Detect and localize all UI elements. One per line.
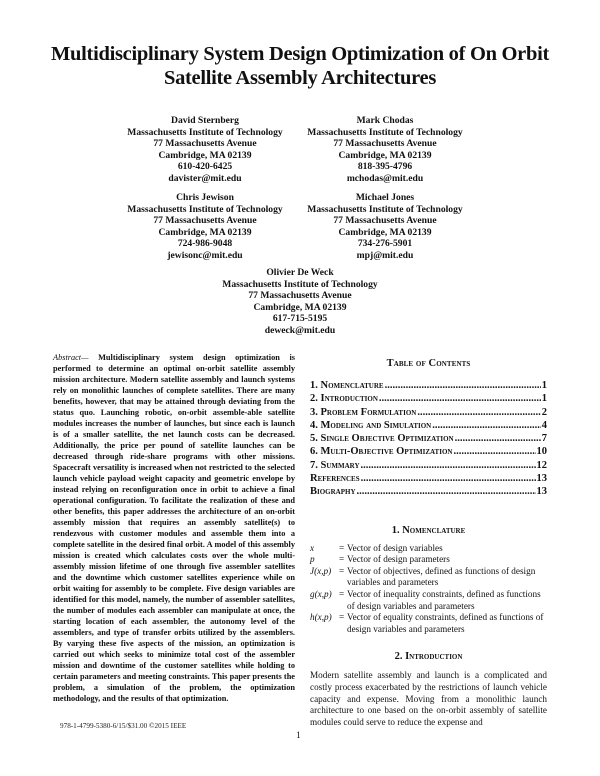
author-email: deweck@mit.edu — [264, 324, 336, 336]
toc-leader — [417, 406, 540, 419]
toc-label: 6. Multi-Objective Optimization — [310, 446, 453, 458]
author-block-jones — [285, 192, 485, 262]
author-street: 77 Massachusetts Avenue — [333, 215, 437, 227]
nomenclature-equals: = — [339, 542, 345, 553]
abstract-column — [53, 352, 295, 704]
toc-leader — [432, 419, 541, 432]
toc-page: 12 — [536, 459, 547, 471]
nomenclature-equals: = — [339, 554, 345, 565]
toc-page: 1 — [541, 380, 547, 391]
author-block-sternberg — [105, 115, 305, 185]
introduction-text: Modern satellite assembly and launch is a complicated and costly process exacerbated by the restrictions of launch vehicle capacity and expense. Moving from a monolithic launch architecture to one based on the on-orbit assembly of satellite modules could serve to reduce the expense and — [310, 670, 547, 727]
author-phone: 734-276-5901 — [357, 238, 413, 250]
author-affiliation: Massachusetts Institute of Technology — [127, 203, 283, 215]
toc-page: 4 — [541, 419, 547, 431]
nomenclature-symbol: x — [310, 542, 315, 553]
toc-label: 3. Problem Formulation — [310, 406, 417, 418]
nomenclature-definition: Vector of inequality constraints, defined as functions of design variables and parameters — [347, 589, 541, 611]
author-phone: 724-986-9048 — [177, 238, 233, 250]
author-city: Cambridge, MA 02139 — [158, 149, 252, 161]
toc-label: 7. Summary — [310, 459, 360, 471]
toc-leader — [379, 392, 541, 405]
author-city: Cambridge, MA 02139 — [158, 226, 252, 238]
nomenclature-item — [310, 543, 547, 555]
abstract — [53, 352, 295, 704]
toc-leader — [361, 459, 536, 472]
author-email: mchodas@mit.edu — [346, 172, 424, 184]
page-number: 1 — [296, 731, 301, 741]
toc-label: 1. Nomenclature — [310, 380, 384, 391]
author-city: Cambridge, MA 02139 — [253, 301, 347, 313]
nomenclature-definition: Vector of equality constraints, defined as functions of design variables and parameters — [347, 612, 544, 634]
toc-leader — [357, 485, 536, 498]
paper-title — [0, 42, 600, 90]
toc-entry-single-objective[interactable] — [310, 432, 547, 445]
author-block-deweck — [200, 267, 400, 337]
toc-entry-multi-objective[interactable] — [310, 445, 547, 458]
author-name: Mark Chodas — [356, 115, 414, 126]
nomenclature-definition: Vector of design parameters — [347, 554, 450, 565]
toc-entry-biography[interactable] — [310, 485, 547, 498]
table-of-contents — [310, 379, 547, 499]
title-line-1: Multidisciplinary System Design Optimization of On Orbit — [51, 43, 549, 65]
nomenclature-equals: = — [339, 589, 345, 600]
author-email: mpj@mit.edu — [356, 249, 414, 261]
abstract-text: Multidisciplinary system design optimization is performed to determine an optimal on-orbit satellite assembly mission architecture. Modern satellite assembly and launch systems rely on monolithic launches of complete satellites. There are many benefits, however, that may be attained through deviating from the status quo. Launching robotic, on-orbit assemble-able satellite modules increases the number of launches, but since each is launch is of a smaller satellite, the net launch costs can be decreased. Additionally, the price per pound of satellite launches can be decreased through ride-share programs with other missions. Spacecraft versatility is increased when not restricted to the selected launch vehicle payload weight capacity and geometric envelope by instead relying on reconfiguration once in orbit to achieve a final operational configuration. To facilitate the realization of these and other benefits, this paper addresses the architecture of an on-orbit assembly mission that requires an assembly satellite(s) to rendezvous with customer modules and assemble them into a complete satellite in the desired final orbit. A model of this assembly mission is created which calculates costs over the whole multi-assembly mission lifetime of one through five assembler satellites and the downtime which customer satellites experience while on orbit waiting for assembly to be complete. Five design variables are identified for this model, namely, the number of assembler satellites, the number of modules each assembler can manipulate at once, the starting location of each assembler, the autonomy level of the assemblers, and type of transfer orbits utilized by the assemblers. By varying these five aspects of the mission, an optimization is carried out which seeks to minimize total cost of the assembler mission and downtime of the customer satellites while holding to certain parameters and meeting constraints. This paper presents the problem, a simulation of the problem, the optimization methodology, and the results of that optimization. — [53, 353, 295, 703]
author-name: Chris Jewison — [176, 192, 234, 203]
nomenclature-list — [310, 543, 547, 636]
author-name: Olivier De Weck — [266, 267, 334, 278]
toc-entry-problem-formulation[interactable] — [310, 406, 547, 419]
toc-leader — [361, 472, 536, 485]
author-email: davister@mit.edu — [168, 172, 242, 184]
toc-leader — [455, 432, 541, 445]
copyright-notice: 978-1-4799-5380-6/15/$31.00 ©2015 IEEE — [60, 722, 187, 730]
author-street: 77 Massachusetts Avenue — [153, 138, 257, 150]
section-heading-introduction: 2. Introduction — [394, 651, 463, 663]
toc-page: 13 — [536, 486, 547, 498]
author-email: jewisonc@mit.edu — [167, 249, 243, 261]
right-column — [310, 352, 547, 728]
toc-entry-modeling[interactable] — [310, 419, 547, 432]
toc-page: 2 — [541, 406, 547, 418]
author-street: 77 Massachusetts Avenue — [333, 138, 437, 150]
nomenclature-symbol: h(x,p) — [310, 612, 332, 623]
nomenclature-equals: = — [339, 565, 345, 576]
toc-label: 2. Introduction — [310, 393, 378, 405]
author-block-chodas — [285, 115, 485, 185]
author-affiliation: Massachusetts Institute of Technology — [307, 203, 463, 215]
author-phone: 818-395-4796 — [357, 161, 413, 173]
toc-entry-nomenclature[interactable] — [310, 379, 547, 392]
nomenclature-equals: = — [339, 612, 345, 623]
toc-label: References — [310, 473, 360, 485]
toc-page: 10 — [536, 446, 547, 458]
author-phone: 617-715-5195 — [272, 313, 328, 325]
author-street: 77 Massachusetts Avenue — [248, 290, 352, 302]
toc-title: Table of Contents — [386, 358, 471, 369]
toc-page: 1 — [541, 393, 547, 405]
toc-leader — [453, 445, 535, 458]
author-street: 77 Massachusetts Avenue — [153, 215, 257, 227]
author-city: Cambridge, MA 02139 — [338, 149, 432, 161]
toc-label: Biography — [310, 486, 356, 498]
nomenclature-item — [310, 589, 547, 612]
nomenclature-item — [310, 554, 547, 566]
nomenclature-definition: Vector of design variables — [347, 542, 443, 553]
author-affiliation: Massachusetts Institute of Technology — [127, 126, 283, 138]
author-city: Cambridge, MA 02139 — [338, 226, 432, 238]
toc-entry-summary[interactable] — [310, 459, 547, 472]
toc-page: 7 — [541, 433, 547, 445]
nomenclature-symbol: p — [310, 554, 315, 565]
nomenclature-definition: Vector of objectives, defined as functions of design variables and parameters — [347, 565, 536, 588]
toc-label: 4. Modeling and Simulation — [310, 419, 432, 431]
title-line-2: Satellite Assembly Architectures — [163, 67, 437, 89]
nomenclature-item — [310, 612, 547, 635]
nomenclature-item — [310, 566, 547, 589]
section-heading-nomenclature: 1. Nomenclature — [391, 524, 466, 536]
toc-entry-references[interactable] — [310, 472, 547, 485]
toc-leader — [385, 379, 541, 392]
author-affiliation: Massachusetts Institute of Technology — [307, 126, 463, 138]
author-phone: 610-420-6425 — [177, 161, 233, 173]
author-name: David Sternberg — [171, 115, 239, 126]
author-name: Michael Jones — [355, 192, 415, 203]
nomenclature-symbol: g(x,p) — [310, 589, 332, 600]
author-affiliation: Massachusetts Institute of Technology — [222, 278, 378, 290]
nomenclature-symbol: J(x,p) — [310, 565, 332, 576]
abstract-label: Abstract— — [53, 353, 89, 362]
toc-page: 13 — [536, 473, 547, 485]
toc-label: 5. Single Objective Optimization — [310, 433, 454, 445]
toc-entry-introduction[interactable] — [310, 392, 547, 405]
author-block-jewison — [105, 192, 305, 262]
